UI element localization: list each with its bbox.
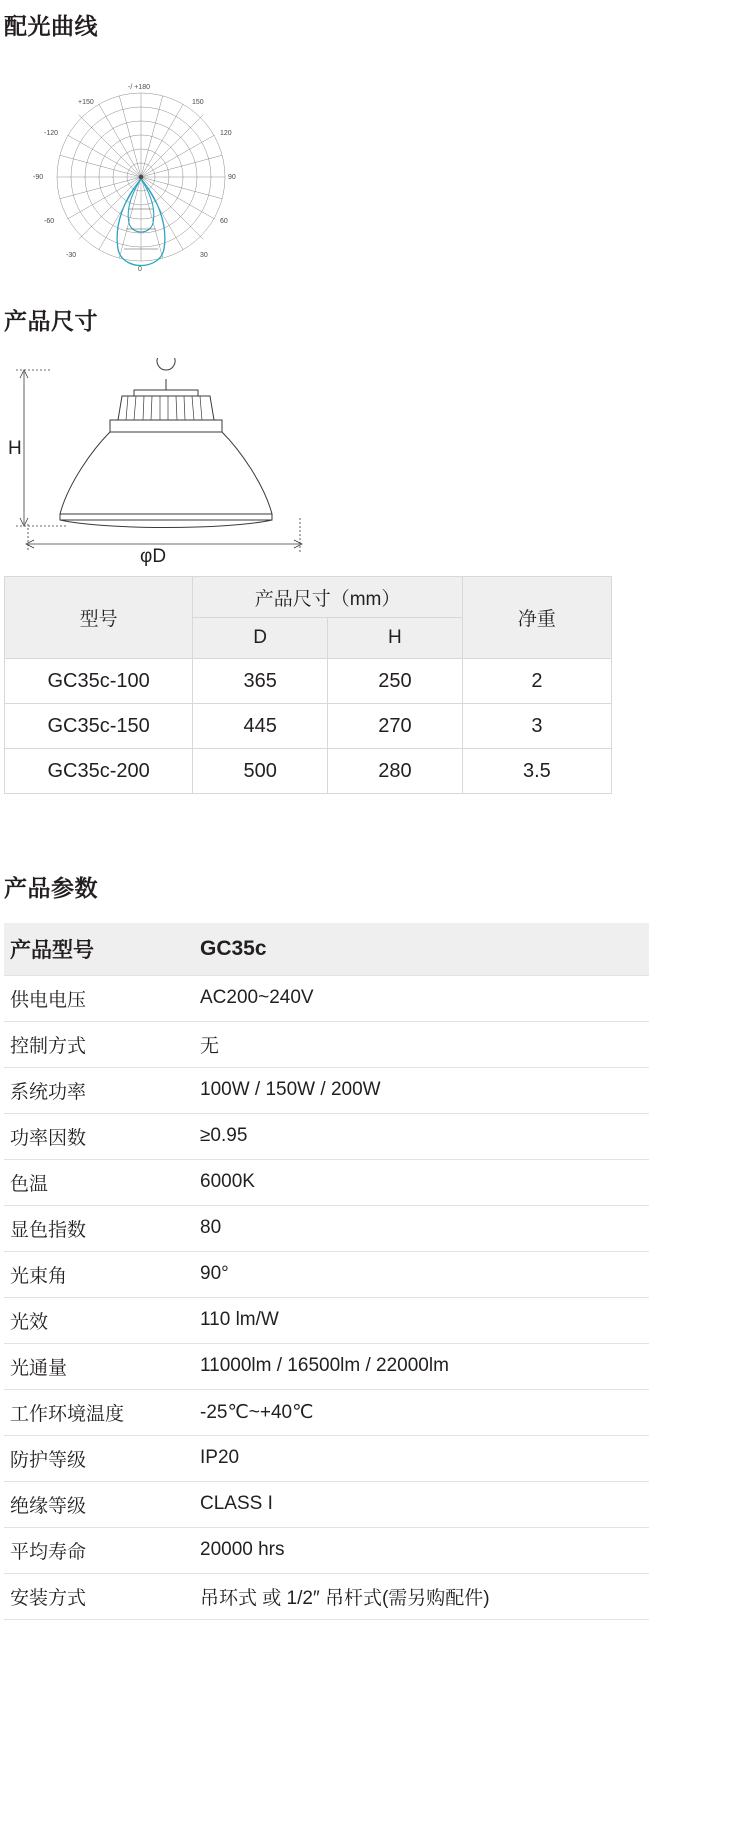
th-d: D [193,618,328,659]
table-row [4,923,649,975]
axis-label-bottom-right: 30 [200,252,208,259]
polar-diagram-svg [26,59,256,279]
param-value: 11000lm / 16500lm / 22000lm [194,1343,649,1389]
table-row [4,1389,649,1435]
table-row [4,1527,649,1573]
axis-label-upper-left: -120 [44,130,59,137]
param-key: 光效 [4,1297,194,1343]
cell-model: GC35c-150 [5,704,193,749]
axis-label-bottom-left: -30 [66,252,77,259]
dimension-table-head [5,577,612,659]
axis-label-top-left: +150 [78,99,94,106]
cell-model: GC35c-200 [5,749,193,794]
param-value: 无 [194,1021,649,1067]
param-value: 110 lm/W [194,1297,649,1343]
table-row [4,1113,649,1159]
th-model: 型号 [5,577,193,659]
section-title-dimension: 产品尺寸 [4,308,98,334]
parameters-table [4,923,649,1620]
section-title-light-curve: 配光曲线 [4,13,98,39]
cell-kg: 2 [462,659,611,704]
param-key: 供电电压 [4,975,194,1021]
table-row [4,1067,649,1113]
param-key: 显色指数 [4,1205,194,1251]
cell-h: 250 [328,659,463,704]
th-weight-group: 净重 [462,577,611,659]
table-row [5,704,612,749]
cell-d: 500 [193,749,328,794]
axis-label-top-right: 150 [192,99,204,106]
axis-label-mid-left: -90 [33,174,44,181]
dimension-drawing-svg [6,358,326,578]
axis-label-lower-right: 60 [220,218,228,225]
dimension-label-diameter: φD [140,546,167,567]
param-value: 90° [194,1251,649,1297]
param-value: ≥0.95 [194,1113,649,1159]
parameters-table-body [4,923,649,1619]
param-key: 色温 [4,1159,194,1205]
param-key: 功率因数 [4,1113,194,1159]
param-value: 80 [194,1205,649,1251]
table-row [4,1343,649,1389]
param-key: 光束角 [4,1251,194,1297]
product-dimension-drawing [0,336,750,576]
param-value: 20000 hrs [194,1527,649,1573]
table-row [4,1021,649,1067]
param-value: AC200~240V [194,975,649,1021]
param-key: 光通量 [4,1343,194,1389]
param-value: IP20 [194,1435,649,1481]
param-value: CLASS I [194,1481,649,1527]
table-row [4,1251,649,1297]
spacer [0,794,750,852]
table-row [4,1435,649,1481]
param-value: GC35c [194,923,649,975]
light-distribution-curve [0,41,750,281]
axis-label-top-center: -/ +180 [128,84,150,91]
cell-d: 445 [193,704,328,749]
cell-h: 270 [328,704,463,749]
param-key: 平均寿命 [4,1527,194,1573]
table-row [4,975,649,1021]
param-key: 绝缘等级 [4,1481,194,1527]
axis-label-bottom-center: 0 [138,266,142,273]
axis-label-mid-right: 90 [228,174,236,181]
dimension-label-height: H [8,438,22,459]
param-value: 100W / 150W / 200W [194,1067,649,1113]
param-key: 防护等级 [4,1435,194,1481]
param-value: 6000K [194,1159,649,1205]
section-title-params: 产品参数 [4,875,98,901]
table-row [4,1297,649,1343]
cell-h: 280 [328,749,463,794]
dimension-table-body [5,659,612,794]
dimension-table [4,576,612,794]
param-key: 安装方式 [4,1573,194,1619]
cell-kg: 3 [462,704,611,749]
param-key: 工作环境温度 [4,1389,194,1435]
param-key: 产品型号 [4,923,194,975]
param-value: -25℃~+40℃ [194,1389,649,1435]
param-key: 系统功率 [4,1067,194,1113]
table-row [4,1205,649,1251]
th-h: H [328,618,463,659]
table-row [4,1481,649,1527]
axis-label-lower-left: -60 [44,218,55,225]
th-size-group: 产品尺寸（mm） [193,577,463,618]
table-row [4,1159,649,1205]
cell-kg: 3.5 [462,749,611,794]
axis-label-upper-right: 120 [220,130,232,137]
table-row [5,659,612,704]
param-value: 吊环式 或 1/2″ 吊杆式(需另购配件) [194,1573,649,1619]
cell-d: 365 [193,659,328,704]
param-key: 控制方式 [4,1021,194,1067]
cell-model: GC35c-100 [5,659,193,704]
table-row [5,749,612,794]
table-row [4,1573,649,1619]
